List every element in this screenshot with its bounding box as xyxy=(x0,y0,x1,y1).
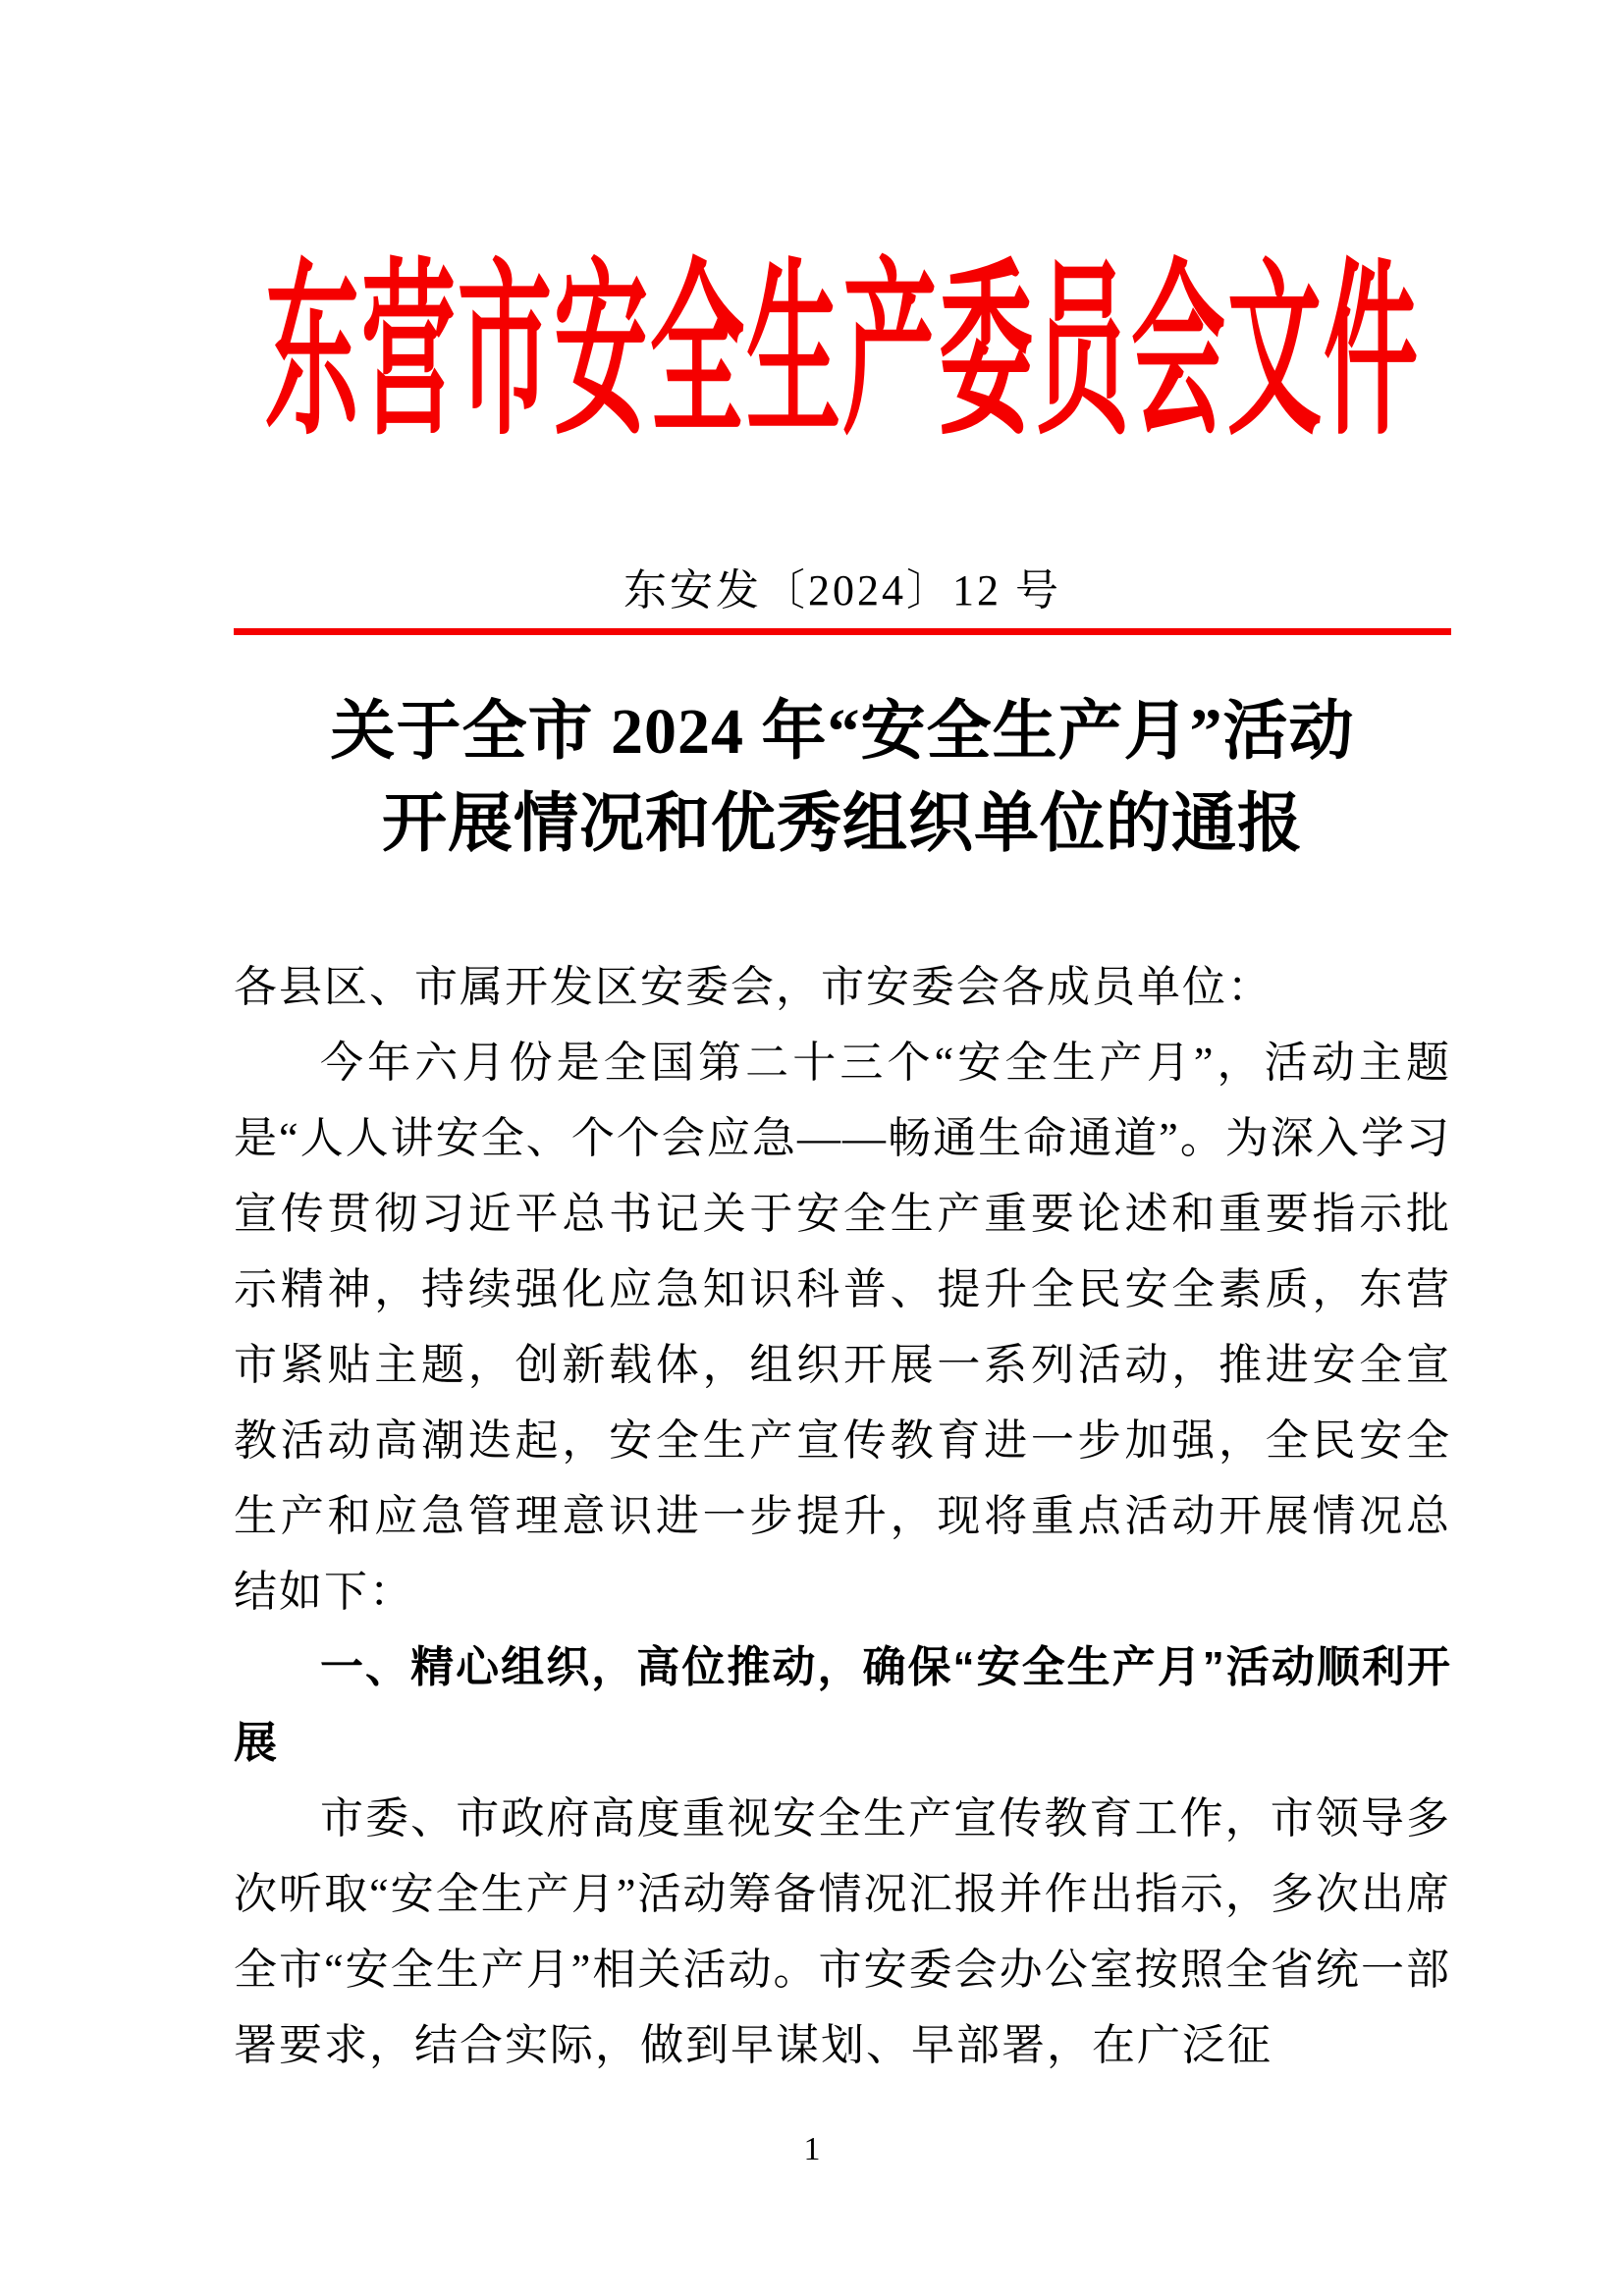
document-body xyxy=(234,949,1451,2083)
document-number: 东安发〔2024〕12 号 xyxy=(623,566,1061,614)
section-heading-1: 一、精心组织，高位推动，确保“安全生产月”活动顺利开展 xyxy=(234,1643,1451,1767)
document-title-line1: 关于全市 2024 年“安全生产月”活动 xyxy=(330,696,1355,768)
page-number: 1 xyxy=(803,2131,821,2167)
red-divider-line xyxy=(234,628,1451,635)
section-1-paragraph: 市委、市政府高度重视安全生产宣传教育工作，市领导多次听取“安全生产月”活动筹备情况汇报并作出指示，多次出席全市“安全生产月”相关活动。市安委会办公室按照全省统一部署要求，结合实际，做到早谋划、早部署，在广泛征 xyxy=(234,1794,1451,2069)
salutation-paragraph: 各县区、市属开发区安委会，市安委会各成员单位： xyxy=(234,963,1272,1011)
intro-paragraph: 今年六月份是全国第二十三个“安全生产月”，活动主题是“人人讲安全、个个会应急——畅通生命通道”。为深入学习宣传贯彻习近平总书记关于安全生产重要论述和重要指示批示精神，持续强化应急知识科普、提升全民安全素质，东营市紧贴主题，创新载体，组织开展一系列活动，推进安全宣教活动高潮迭起，安全生产宣传教育进一步加强，全民安全生产和应急管理意识进一步提升，现将重点活动开展情况总结如下： xyxy=(234,1039,1451,1616)
document-content xyxy=(0,247,1624,2083)
document-title-line2: 开展情况和优秀组织单位的通报 xyxy=(382,788,1303,860)
document-title xyxy=(234,686,1451,871)
red-header-org-title: 东营市安全生产委员会文件 xyxy=(265,247,1420,457)
